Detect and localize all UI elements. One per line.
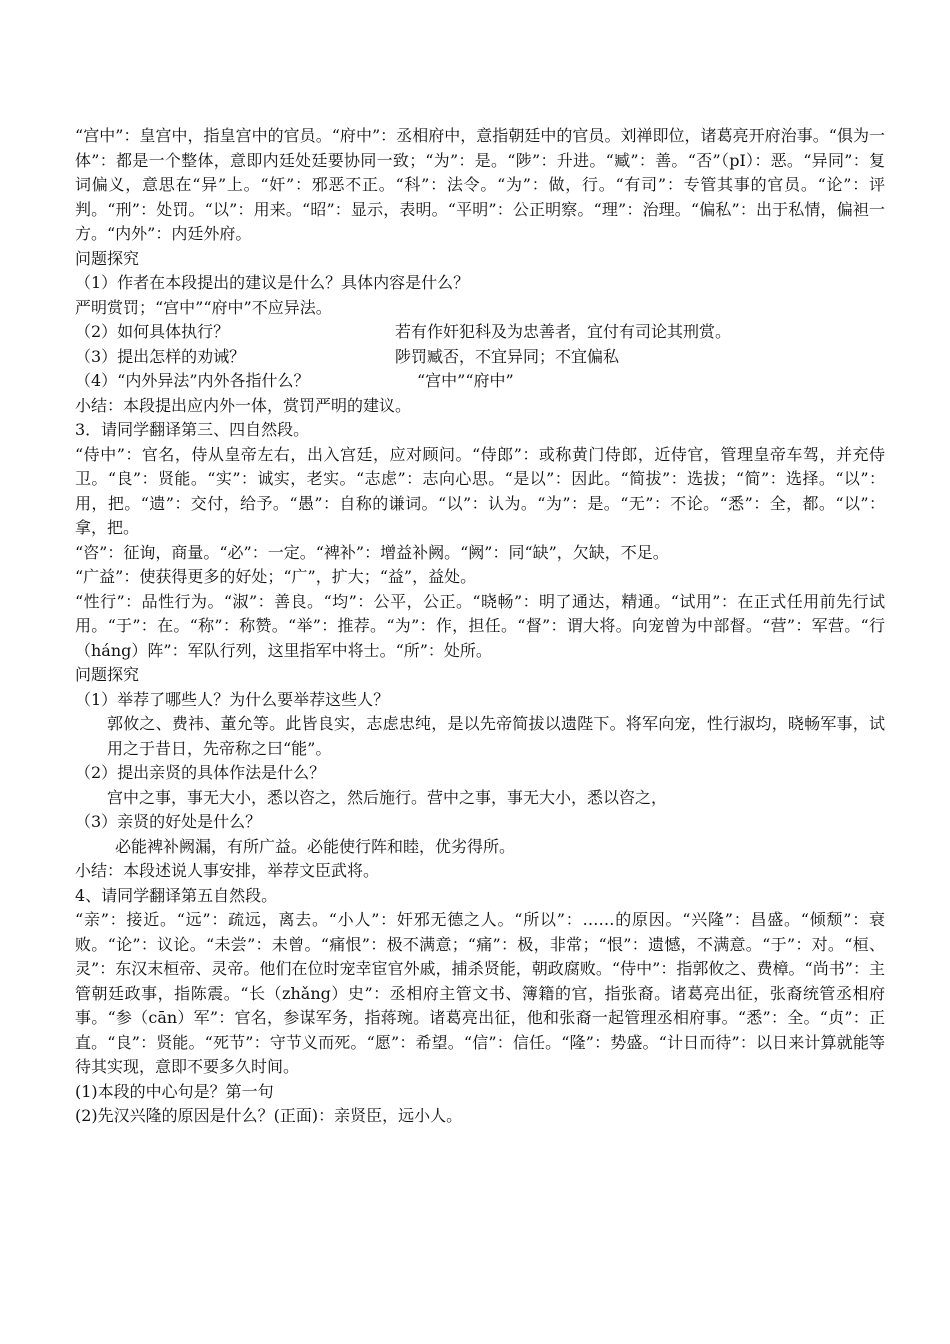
section3-question-1: （1）举荐了哪些人？为什么要举荐这些人？ xyxy=(75,689,390,709)
section2-answer-2: 若有作奸犯科及为忠善者，宜付有司论其刑赏。 xyxy=(395,322,732,341)
section3-answer-1: 郭攸之、费祎、董允等。此皆良实，志虑忠纯，是以先帝简拔以遗陛下。将军向宠，性行淑均，晓畅军事，试用之于昔日，先帝称之曰“能”。 xyxy=(107,714,885,758)
section3-question-3: （3）亲贤的好处是什么？ xyxy=(75,812,262,831)
section3-glossary-3: “广益”：使获得更多的好处；“广”，扩大；“益”，益处。 xyxy=(75,567,477,586)
section3-title: 3．请同学翻译第三、四自然段。 xyxy=(75,420,310,439)
section2-summary: 小结：本段提出应内外一体，赏罚严明的建议。 xyxy=(75,395,412,415)
section2-qa-row-4 xyxy=(75,369,885,394)
section2-answer-3: 陟罚臧否，不宜异同；不宜偏私 xyxy=(395,346,620,366)
section3-glossary-2: “咨”：征询，商量。“必”：一定。“裨补”：增益补阙。“阙”：同“缺”，欠缺，不足。 xyxy=(75,542,669,562)
section2-answer-1: 严明赏罚；“宫中”“府中”不应异法。 xyxy=(75,297,332,317)
section2-qa-row-2 xyxy=(75,320,885,345)
section2-question-4: （4）“内外异法”内外各指什么？ xyxy=(75,371,310,390)
section4-question-1: (1)本段的中心句是？第一句 xyxy=(75,1081,274,1101)
section2-question-1: （1）作者在本段提出的建议是什么？具体内容是什么？ xyxy=(75,273,470,292)
section4-title: 4、请同学翻译第五自然段。 xyxy=(75,885,278,905)
section2-question-3: （3）提出怎样的劝诫？ xyxy=(75,346,246,366)
section4-question-2: (2)先汉兴隆的原因是什么？(正面)：亲贤臣，远小人。 xyxy=(75,1106,463,1125)
section2-answer-4: “宫中”“府中” xyxy=(417,371,514,390)
section3-answer-3: 必能裨补阙漏，有所广益。必能使行阵和睦，优劣得所。 xyxy=(115,836,516,856)
section3-answer-2: 宫中之事，事无大小，悉以咨之，然后施行。营中之事，事无大小，悉以咨之， xyxy=(107,787,668,807)
section3-glossary-1: “侍中”：官名，侍从皇帝左右，出入宫廷，应对顾问。“侍郎”：或称黄门侍郎，近侍官，管理皇帝车驾，并充侍卫。“良”：贤能。“实”：诚实，老实。“志虑”：志向心思。“是以”：因此。“简拔”：选拔；“简”：选择。“以”：用，把。“遗”：交付，给予。“愚”：自称的谦词。“以”：认为。“为”：是。“无”：不论。“悉”：全，都。“以”：拿，把。 xyxy=(75,444,885,537)
section2-qa-row-3 xyxy=(75,345,885,370)
section3-summary: 小结：本段述说人事安排，举荐文臣武将。 xyxy=(75,861,380,880)
section3-inquiry-heading: 问题探究 xyxy=(75,665,140,684)
section3-question-2: （2）提出亲贤的具体作法是什么？ xyxy=(75,763,326,782)
section4-glossary: “亲”：接近。“远”：疏远，离去。“小人”：奸邪无德之人。“所以”：……的原因。“兴隆”：昌盛。“倾颓”：衰败。“论”：议论。“未尝”：未曾。“痛恨”：极不满意；“痛”：极，非常；“恨”：遗憾，不满意。“于”：对。“桓、灵”：东汉末桓帝、灵帝。他们在位时宠幸宦官外戚，捕杀贤能，朝政腐败。“侍中”：指郭攸之、费樟。“尚书”：主管朝廷政事，指陈震。“长（zhǎng）史”：丞相府主管文书、簿籍的官，指张裔。诸葛亮出征，张裔统管丞相府事。“参（cān）军”：官名，参谋军务，指蒋琬。诸葛亮出征，他和张裔一起管理丞相府事。“悉”：全。“贞”：正直。“良”：贤能。“死节”：守节义而死。“愿”：希望。“信”：信任。“隆”：势盛。“计日而待”：以日来计算就能等待其实现，意即不要多久时间。 xyxy=(75,910,885,1076)
document-page xyxy=(75,124,885,1129)
section2-inquiry-heading: 问题探究 xyxy=(75,248,140,268)
section3-glossary-4: “性行”：品性行为。“淑”：善良。“均”：公平，公正。“晓畅”：明了通达，精通。“试用”：在正式任用前先行试用。“于”：在。“称”：称赞。“举”：推荐。“为”：作，担任。“督”：谓大将。向宠曾为中部督。“营”：军营。“行（háng）阵”：军队行列，这里指军中将士。“所”：处所。 xyxy=(75,591,885,660)
section2-glossary: “宫中”：皇宫中，指皇宫中的官员。“府中”：丞相府中，意指朝廷中的官员。刘禅即位，诸葛亮开府治事。“俱为一体”：都是一个整体，意即内廷处廷要协同一致；“为”：是。“陟”：升进。“臧”：善。“否”（pI）：恶。“异同”：复词偏义，意思在“异”上。“奸”：邪恶不正。“科”：法令。“为”：做，行。“有司”：专管其事的官员。“论”：评判。“刑”：处罚。“以”：用来。“昭”：显示，表明。“平明”：公正明察。“理”：治理。“偏私”：出于私情，偏袒一方。“内外”：内廷外府。 xyxy=(75,126,885,243)
section2-question-2: （2）如何具体执行？ xyxy=(75,322,230,341)
